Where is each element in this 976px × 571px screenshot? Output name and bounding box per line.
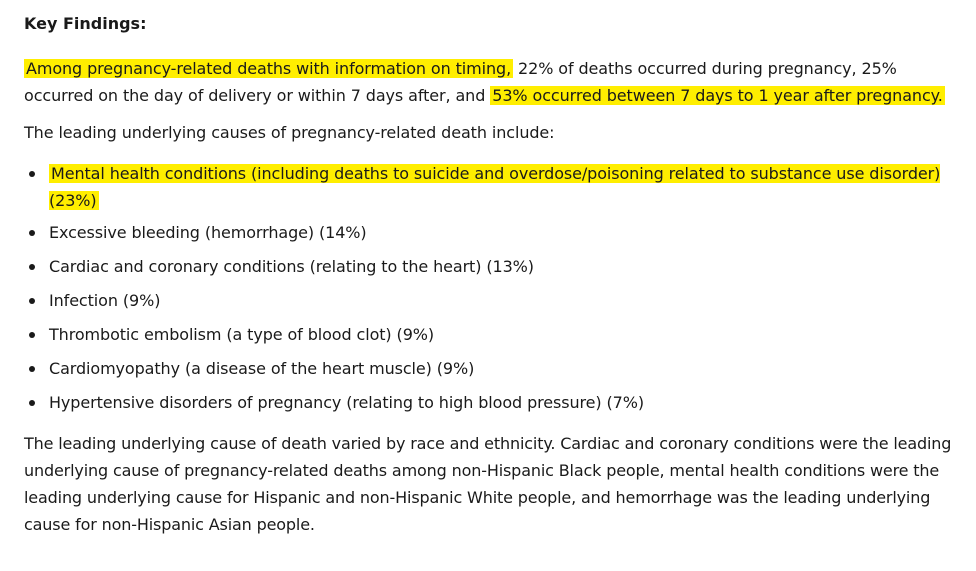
cause-text: Infection (9%) xyxy=(49,291,161,310)
cause-text: Thrombotic embolism (a type of blood clot) (9%) xyxy=(49,325,435,344)
cause-text-highlighted: Mental health conditions (including deaths to suicide and overdose/poisoning related to substance use disorder) (23%) xyxy=(49,164,941,210)
bullet-icon xyxy=(29,230,35,236)
causes-list xyxy=(24,160,970,416)
document-content xyxy=(24,12,970,538)
list-item xyxy=(24,253,970,280)
list-item xyxy=(24,389,970,416)
list-item xyxy=(24,287,970,314)
bullet-icon xyxy=(29,332,35,338)
race-ethnicity-paragraph: The leading underlying cause of death varied by race and ethnicity. Cardiac and coronary conditions were the leading underlying cause of pregnancy-related deaths among non-Hispanic Black people, mental health conditions were the leading underlying cause for Hispanic and non-Hispanic White people, and hemorrhage was the leading underlying cause for non-Hispanic Asian people. xyxy=(24,434,952,534)
timing-middle-text: 22% of deaths occurred during pregnancy, 25% occurred on the day of delivery or within 7 days after, and xyxy=(24,59,897,105)
cause-text: Excessive bleeding (hemorrhage) (14%) xyxy=(49,223,367,242)
bullet-icon xyxy=(29,298,35,304)
timing-highlight-1: Among pregnancy-related deaths with information on timing, xyxy=(26,59,512,78)
causes-intro: The leading underlying causes of pregnancy-related death include: xyxy=(24,123,555,142)
bullet-icon xyxy=(29,171,35,177)
timing-paragraph xyxy=(24,55,970,109)
bullet-icon xyxy=(29,400,35,406)
list-item xyxy=(24,321,970,348)
cause-text: Hypertensive disorders of pregnancy (relating to high blood pressure) (7%) xyxy=(49,393,644,412)
list-item xyxy=(24,355,970,382)
cause-text: Cardiomyopathy (a disease of the heart muscle) (9%) xyxy=(49,359,475,378)
timing-highlight-2: 53% occurred between 7 days to 1 year after pregnancy. xyxy=(492,86,943,105)
list-item xyxy=(24,160,970,214)
section-heading: Key Findings: xyxy=(24,14,147,33)
bullet-icon xyxy=(29,264,35,270)
bullet-icon xyxy=(29,366,35,372)
cause-text: Cardiac and coronary conditions (relating to the heart) (13%) xyxy=(49,257,534,276)
list-item xyxy=(24,219,970,246)
